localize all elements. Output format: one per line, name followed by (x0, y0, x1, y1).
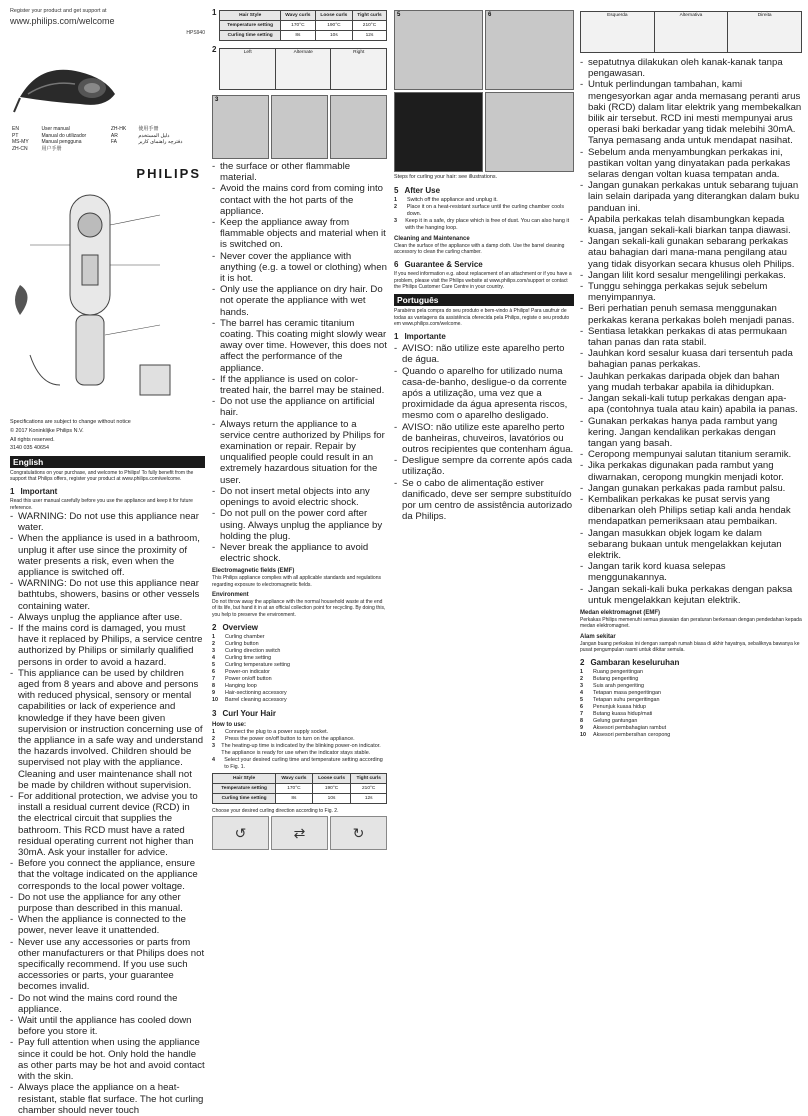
how-to-use: How to use: (212, 721, 246, 728)
environment-text: Do not throw away the appliance with the normal household waste at the end of its life, but hand it in at an official collection point for recycling. By doing this, you help to preserve the environment. (212, 598, 386, 618)
list-item: 8 Hanging loop (212, 682, 257, 689)
specs-line-3: All rights reserved. (10, 436, 55, 443)
hair-figure: 5 (394, 10, 483, 90)
list-item: 5 Curling temperature setting (212, 661, 291, 668)
dir-right: Right (331, 49, 386, 89)
list-item: - Gunakan perkakas hanya pada rambut yang kering. Jangan kendalikan perkakas dengan tangan yang basah. (580, 416, 802, 450)
list-item: - Always unplug the appliance after use. (10, 612, 205, 623)
list-item: - Jangan gunakan perkakas untuk sebarang tujuan lain selain daripada yang diterangkan dalam buku panduan ini. (580, 180, 802, 214)
specs-line-2: © 2017 Koninklijke Philips N.V. (10, 427, 84, 434)
list-item: - the surface or other flammable material. (212, 161, 387, 183)
list-item: - Do not use the appliance for any other purpose than described in this manual. (10, 892, 205, 914)
list-item: - WARNING: Do not use this appliance near water. (10, 511, 205, 533)
figure-1-row (212, 8, 387, 45)
dir-left: Esquerda (581, 12, 655, 52)
steps-list (212, 729, 387, 771)
figure-2-row (212, 45, 387, 93)
parts-list-ms (580, 669, 802, 739)
hair-figure (330, 95, 387, 159)
english-intro: Congratulations on your purchase, and welcome to Philips! To fully benefit from the support that Philips offers, register your product at www.philips.com/welcome. (10, 469, 194, 483)
emf-title: Electromagnetic fields (EMF) (212, 568, 295, 575)
column-2 (212, 8, 387, 1083)
list-item: 3 Suis arah pengeriting (580, 683, 644, 690)
section-curl-hair: 3 Curl Your Hair (212, 708, 276, 718)
list-item: 1 Ruang pengeritingan (580, 669, 644, 676)
list-item: - Jauhkan kord sesalur kuasa dari tersentuh pada bahagian panas perkakas. (580, 348, 802, 370)
list-item: - Kembalikan perkakas ke pusat servis yang dibenarkan oleh Philips setiap kali anda hendak mendapatkan pemeriksaan atau pembaikan. (580, 494, 802, 528)
section-overview: 2 Overview (212, 622, 259, 632)
list-item: - Never cover the appliance with anything (e.g. a towel or clothing) when it is hot. (212, 251, 387, 285)
direction-arrow-icon: ⇄ (271, 816, 328, 850)
hair-figure (485, 92, 574, 172)
language-row: MS-MY Manual pengguna FA دفترچه راهنمای کاربر (12, 139, 183, 146)
important-intro: Read this user manual carefully before you use the appliance and keep it for future reference. (10, 498, 193, 511)
list-item: - Never use any accessories or parts from other manufacturers or that Philips does not specifically recommend. If you use such accessories or parts, your guarantee becomes invalid. (10, 937, 205, 993)
guarantee-text: If you need information e.g. about replacement of an attachment or if you have a problem, please visit the Philips website at www.philips.com/support or contact the Philips Customer Care Centre in your country. (394, 271, 572, 290)
dir-right: Direita (728, 12, 801, 52)
direction-icons (212, 816, 387, 850)
list-item: - AVISO: não utilize este aparelho perto de banheiras, chuveiros, lavatórios ou outros recipientes que contenham água. (394, 422, 574, 456)
portuguese-section-bar: Português (394, 294, 574, 306)
section-after-use: 5 After Use (394, 185, 441, 195)
section-important: 1 Important (10, 487, 58, 497)
welcome-url[interactable]: www.philips.com/welcome (10, 16, 115, 26)
style-table-repeat: Hair Style Wavy curls Loose curls Tight curls Temperature setting 170°C 190°C 210°C Curling time setting 8s 10s 12s (212, 773, 387, 804)
malay-warnings (580, 57, 802, 606)
list-item: - Jangan sekali-kali buka perkakas dengan paksa untuk mengelakkan kejutan elektrik. (580, 584, 802, 606)
list-item: - Never break the appliance to avoid electric shock. (212, 542, 387, 564)
list-item: - sepatutnya dilakukan oleh kanak-kanak tanpa pengawasan. (580, 57, 802, 79)
column-1 (10, 8, 205, 1116)
list-item: - Jika perkakas digunakan pada rambut yang diwarnakan, ceropong mungkin menjadi kotor. (580, 460, 802, 482)
list-item: - Jangan sekali-kali tutup perkakas dengan apa-apa (contohnya tuala atau kain) apabila ia panas. (580, 393, 802, 415)
parts-diagram-icon (10, 185, 200, 415)
list-item: 5 Tetapan suhu pengeritingan (580, 697, 660, 704)
list-item: - Apabila perkakas telah disambungkan kepada kuasa, jangan sekali-kali biarkan tanpa diawasi. (580, 214, 802, 236)
hair-figure (394, 92, 483, 172)
environment-title-ms: Alam sekitar (580, 633, 616, 640)
list-item: 2 Curling button (212, 640, 259, 647)
list-item: - Before you connect the appliance, ensure that the voltage indicated on the appliance corresponds to the local power voltage. (10, 858, 205, 892)
direction-arrow-icon: ↺ (212, 816, 269, 850)
emf-title-ms: Medan elektromagnet (EMF) (580, 609, 661, 616)
hair-figure: 3 (212, 95, 269, 159)
hair-figure (271, 95, 328, 159)
list-item: 1 Connect the plug to a power supply socket. (212, 728, 329, 735)
section-guarantee: 6 Guarantee & Service (394, 260, 483, 270)
list-item: - Only use the appliance on dry hair. Do not operate the appliance with wet hands. (212, 284, 387, 318)
list-item: - Do not use the appliance on artificial hair. (212, 396, 387, 418)
list-item: - Wait until the appliance has cooled down before you store it. (10, 1015, 205, 1037)
list-item: 3 Keep it in a safe, dry place which is free of dust. You can also hang it with the hanging loop. (394, 217, 570, 231)
environment-title: Environment (212, 591, 249, 598)
english-section-bar: English (10, 456, 205, 468)
specs-line-1: Specifications are subject to change without notice (10, 419, 131, 426)
list-item: - If the mains cord is damaged, you must have it replaced by Philips, a service centre authorized by Philips or similarly qualified persons in order to avoid a hazard. (10, 623, 205, 668)
figures-row-3 (212, 95, 387, 159)
after-use-steps (394, 197, 574, 232)
list-item: - If the appliance is used on color-treated hair, the barrel may be stained. (212, 374, 387, 396)
list-item: 7 Butang kuasa hidup/mati (580, 711, 653, 718)
list-item: 6 Penunjuk kuasa hidup (580, 704, 647, 711)
list-item: - Jangan tarik kord kuasa selepas menggunakannya. (580, 561, 802, 583)
list-item: - When the appliance is connected to the power, never leave it unattended. (10, 914, 205, 936)
tips-intro: Steps for curling your hair: see illustrations. (394, 174, 498, 180)
list-item: 1 Curling chamber (212, 633, 265, 640)
dir-left: Left (220, 49, 276, 89)
language-row: ZH-CN 用户手册 (12, 145, 62, 152)
section-overview-ms: 2 Gambaran keseluruhan (580, 658, 680, 668)
list-item: - Quando o aparelho for utilizado numa casa-de-banho, desligue-o da corrente após a utilização, uma vez que a proximidade da água apresenta riscos, mesmo com o aparelho desligado. (394, 366, 574, 422)
list-item: 3 Curling direction switch (212, 647, 281, 654)
style-table: Hair Style Wavy curls Loose curls Tight curls Temperature setting 170°C 190°C 210°C Curling time setting 8s 10s 12s (219, 10, 387, 41)
direction-arrow-icon: ↻ (330, 816, 387, 850)
list-item: - Untuk perlindungan tambahan, kami mengesyorkan agar anda memasang peranti arus baki (RCD) dalam litar elektrik yang membekalkan bilik air tersebut. RCD ini mesti mempunyai arus operasi baki berkadar yang tidak melebihi 30mA. Tanya pemasang anda untuk mendapat nasihat. (580, 79, 802, 146)
list-item: 8 Gelung gantungan (580, 718, 638, 725)
overview-diagram (10, 185, 205, 415)
dir-alternate: Alternativa (655, 12, 729, 52)
list-item: 2 Place it on a heat-resistant surface until the curling chamber cools down. (394, 203, 565, 217)
emf-text: This Philips appliance complies with all applicable standards and regulations regarding exposure to electromagnetic fields. (212, 575, 381, 588)
brand-logo: PHILIPS (136, 166, 201, 182)
english-warnings (10, 511, 205, 1116)
list-item: - Jauhkan perkakas daripada objek dan bahan yang mudah terbakar apabila ia dihidupkan. (580, 371, 802, 393)
list-item: - Se o cabo de alimentação estiver danificado, deve ser sempre substituído por um centro de assistência autorizado da Philips. (394, 478, 574, 523)
list-item: - Desligue sempre da corrente após cada utilização. (394, 455, 574, 477)
list-item: - WARNING: Do not use this appliance near bathtubs, showers, basins or other vessels containing water. (10, 578, 205, 612)
list-item: 2 Press the power on/off button to turn on the appliance. (212, 735, 355, 742)
list-item: - Keep the appliance away from flammable objects and material when it is switched on. (212, 217, 387, 251)
emf-text-ms: Perkakas Philips memenuhi semua piawaian dan peraturan berkenaan dengan pendedahan kepada medan elektromagnet. (580, 616, 802, 630)
list-item: - Beri perhatian penuh semasa menggunakan perkakas kerana perkakas boleh menjadi panas. (580, 303, 802, 325)
list-item: - Always place the appliance on a heat-resistant, stable flat surface. The hot curling chamber should never touch (10, 1082, 205, 1116)
list-item: - Jangan sekali-kali gunakan sebarang perkakas atau bahagian dari mana-mana pengilang atau yang tidak disyorkan secara khusus oleh Philips. (580, 236, 802, 270)
doc-code: 3140 035 40654 (10, 445, 49, 452)
portuguese-warnings (394, 343, 574, 522)
list-item: 10 Aksesori pembersihan ceropong (580, 732, 671, 739)
list-item: - Sentiasa letakkan perkakas di atas permukaan tahan panas dan rata stabil. (580, 326, 802, 348)
cleaning-title: Cleaning and Maintenance (394, 235, 470, 242)
list-item: - Jangan gunakan perkakas pada rambut palsu. (580, 483, 802, 494)
section-importante: 1 Importante (394, 332, 446, 342)
list-item: 4 Select your desired curling time and temperature setting according to Fig. 1. (212, 756, 383, 770)
list-item: - For additional protection, we advise you to install a residual current device (RCD) in the electrical circuit that supplies the bathroom. This RCD must have a rated residual operating current not higher than 30mA. Ask your installer for advice. (10, 791, 205, 858)
list-item: 9 Aksesori pembahagian rambut (580, 725, 667, 732)
column-4 (580, 8, 802, 1083)
language-row: EN User manual ZH-HK 使用手冊 (12, 126, 159, 132)
list-item: 2 Butang pengeriting (580, 676, 639, 683)
fig-number: 1 (212, 8, 217, 17)
list-item: - Tunggu sehingga perkakas sejuk sebelum menyimpannya. (580, 281, 802, 303)
list-item: - AVISO: não utilize este aparelho perto de água. (394, 343, 574, 365)
environment-text-ms: Jangan buang perkakas ini dengan sampah rumah biasa di akhir hayatnya, sebaliknya bawanya ke pusat pengumpulan rasmi untuk dikitar semula. (580, 640, 800, 653)
list-item: - Do not insert metal objects into any openings to avoid electric shock. (212, 486, 387, 508)
curler-illustration-icon (10, 42, 130, 122)
list-item: - Always return the appliance to a service centre authorized by Philips for examination or repair. Repair by unqualified people could result in an extremely hazardous situation for the user. (212, 419, 387, 486)
parts-list (212, 634, 387, 704)
list-item: 7 Power on/off button (212, 675, 272, 682)
direction-table (219, 48, 387, 90)
list-item: - Do not wind the mains cord round the appliance. (10, 993, 205, 1015)
list-item: 4 Tetapan masa pengeritingan (580, 690, 662, 697)
hair-figure: 6 (485, 10, 574, 90)
list-item: 10 Barrel cleaning accessory (212, 696, 287, 703)
list-item: - Jangan masukkan objek logam ke dalam sebarang bukaan untuk mengelakkan kejutan elektrik. (580, 528, 802, 562)
curler-product-image (10, 42, 205, 122)
list-item: - Jangan lilit kord sesalur mengelilingi perkakas. (580, 270, 802, 281)
figure-row-mid (394, 92, 574, 172)
list-item: 6 Power-on indicator (212, 668, 270, 675)
list-item: - When the appliance is used in a bathroom, unplug it after use since the proximity of water presents a risk, even when the appliance is switched off. (10, 533, 205, 578)
list-item: 4 Curling time setting (212, 654, 272, 661)
list-item: 3 The heating-up time is indicated by the blinking power-on indicator. The appliance is ready for use when the indicator stays stable. (212, 742, 381, 756)
direction-table-pt (580, 11, 802, 53)
fig-number: 2 (212, 45, 217, 54)
portuguese-intro: Parabéns pela compra do seu produto e bem-vindo à Philips! Para usufruir de todas as vantagens da assistência oferecida pela Philips, registe o seu produto em www.philips.com/welcome. (394, 308, 570, 327)
list-item: - This appliance can be used by children aged from 8 years and above and persons with reduced physical, sensory or mental capabilities or lack of experience and knowledge if they have been given supervision or instruction concerning use of the appliance in a safe way and understand the hazards involved. Children should be supervised not play with the appliance. Cleaning and user maintenance shall not be made by children without supervision. (10, 668, 205, 791)
dir-alternate: Alternate (276, 49, 332, 89)
list-item: - Pay full attention when using the appliance since it could be hot. Only hold the handle as other parts may be hot and avoid contact with the skin. (10, 1037, 205, 1082)
list-item: 1 Switch off the appliance and unplug it. (394, 196, 498, 203)
list-item: 9 Hair-sectioning accessory (212, 689, 287, 696)
register-text: Register your product and get support at (10, 8, 107, 14)
list-item: - Do not pull on the power cord after using. Always unplug the appliance by holding the plug. (212, 508, 387, 542)
column-3 (394, 8, 574, 1083)
figure-row-top (394, 10, 574, 90)
list-item: - Sebelum anda menyambungkan perkakas ini, pastikan voltan yang dinyatakan pada perkakas selaras dengan voltan kuasa tempatan anda. (580, 147, 802, 181)
model-number: HPS940 (186, 30, 205, 36)
list-item: - The barrel has ceramic titanium coating. This coating might slowly wear away over time. However, this does not affect the performance of the appliance. (212, 318, 387, 374)
step-5: Choose your desired curling direction according to Fig. 2. (212, 807, 339, 814)
list-item: - Ceropong mempunyai salutan titanium seramik. (580, 449, 802, 460)
cleaning-text: Clean the surface of the appliance with a damp cloth. Use the barrel cleaning accessory to clean the curling chamber. (394, 242, 565, 256)
list-item: - Avoid the mains cord from coming into contact with the hot parts of the appliance. (212, 183, 387, 217)
continued-warnings (212, 161, 387, 564)
language-table (10, 126, 205, 152)
language-row: PT Manual do utilizador AR دليل المستخدم (12, 132, 170, 139)
